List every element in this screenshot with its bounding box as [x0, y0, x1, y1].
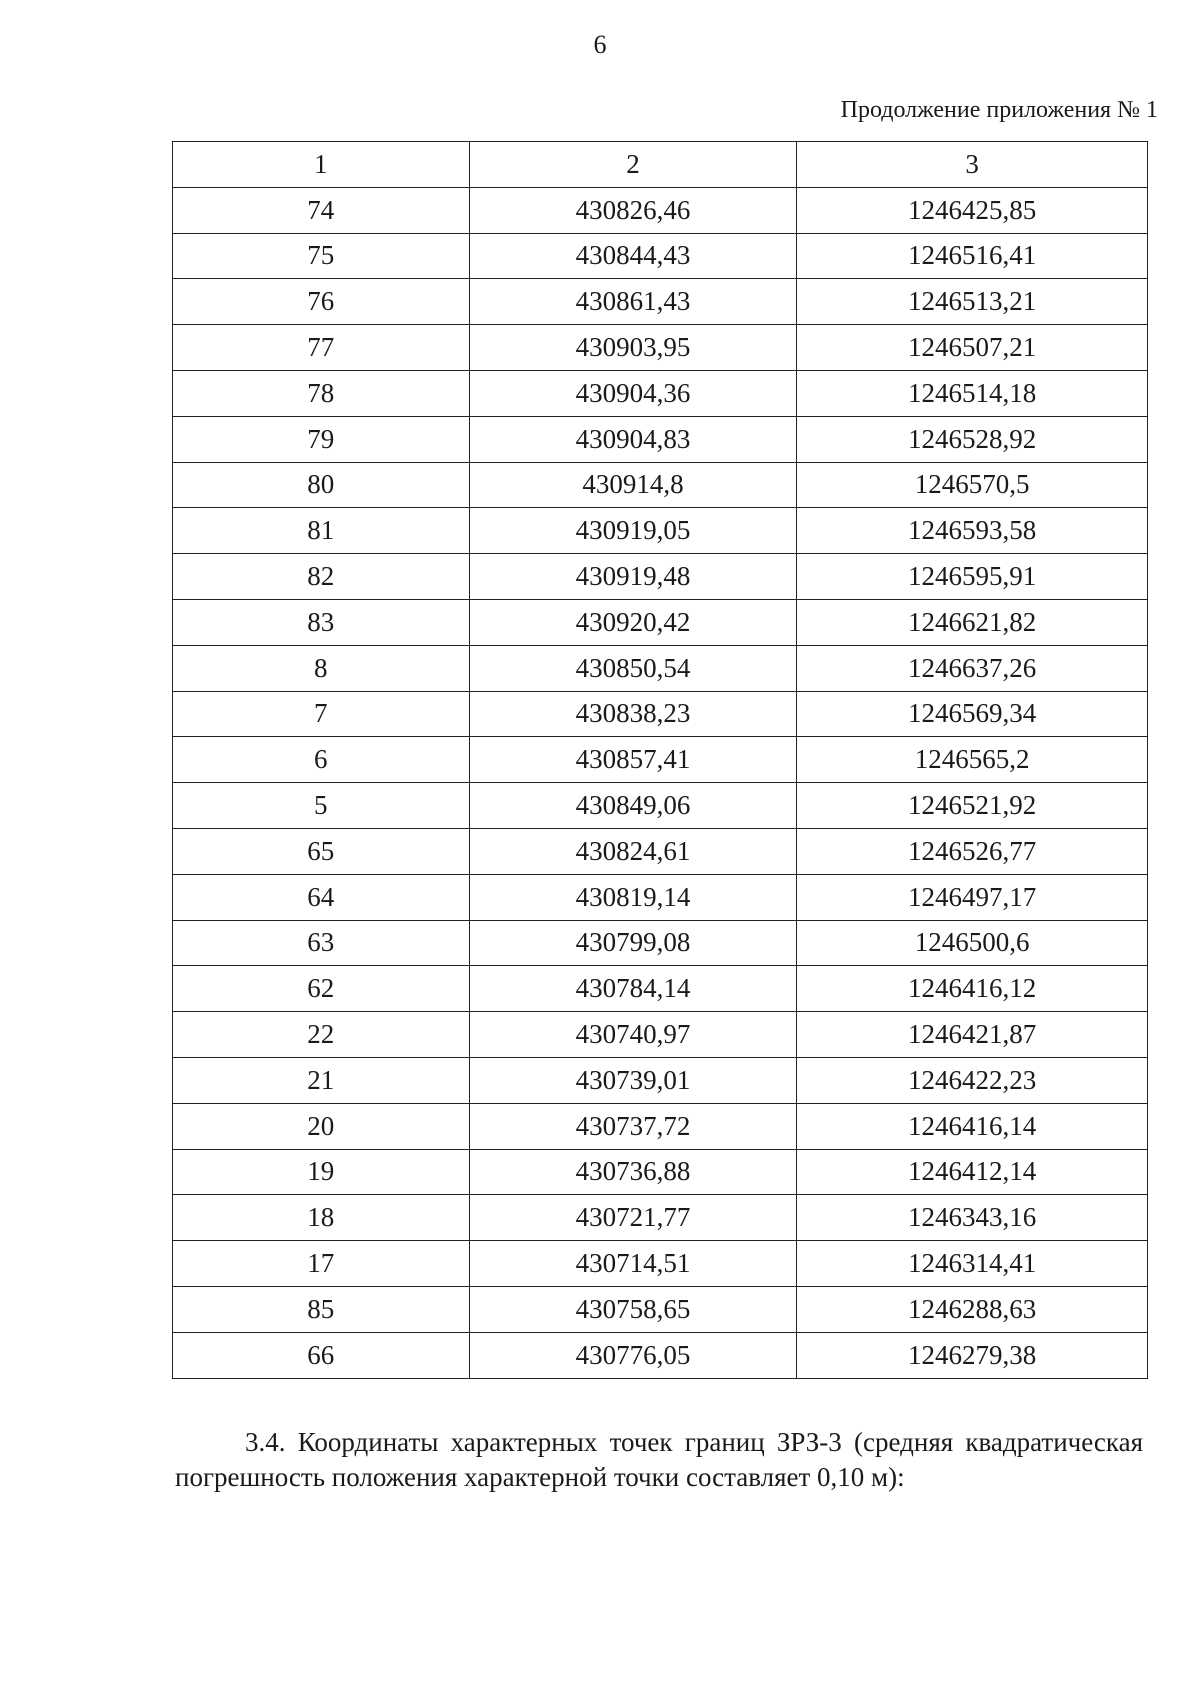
y-coordinate-cell: 1246593,58 — [797, 508, 1148, 554]
x-coordinate-cell: 430758,65 — [469, 1286, 797, 1332]
header-cell-y: 3 — [797, 142, 1148, 188]
y-coordinate-cell: 1246595,91 — [797, 554, 1148, 600]
appendix-continuation-note: Продолжение приложения № 1 — [840, 97, 1158, 123]
table-row — [173, 1057, 1148, 1103]
table-row — [173, 737, 1148, 783]
y-coordinate-cell: 1246416,12 — [797, 966, 1148, 1012]
y-coordinate-cell: 1246528,92 — [797, 416, 1148, 462]
point-number-cell: 5 — [173, 783, 470, 829]
coordinates-table — [172, 141, 1148, 1379]
table-row — [173, 1332, 1148, 1378]
point-number-cell: 85 — [173, 1286, 470, 1332]
table-row — [173, 966, 1148, 1012]
table-row — [173, 508, 1148, 554]
point-number-cell: 75 — [173, 233, 470, 279]
point-number-cell: 63 — [173, 920, 470, 966]
y-coordinate-cell: 1246570,5 — [797, 462, 1148, 508]
point-number-cell: 82 — [173, 554, 470, 600]
point-number-cell: 22 — [173, 1012, 470, 1058]
header-cell-x: 2 — [469, 142, 797, 188]
x-coordinate-cell: 430861,43 — [469, 279, 797, 325]
y-coordinate-cell: 1246514,18 — [797, 370, 1148, 416]
point-number-cell: 64 — [173, 874, 470, 920]
section-paragraph — [175, 1425, 1143, 1495]
x-coordinate-cell: 430904,83 — [469, 416, 797, 462]
point-number-cell: 18 — [173, 1195, 470, 1241]
x-coordinate-cell: 430819,14 — [469, 874, 797, 920]
y-coordinate-cell: 1246422,23 — [797, 1057, 1148, 1103]
y-coordinate-cell: 1246314,41 — [797, 1241, 1148, 1287]
point-number-cell: 6 — [173, 737, 470, 783]
x-coordinate-cell: 430919,05 — [469, 508, 797, 554]
y-coordinate-cell: 1246279,38 — [797, 1332, 1148, 1378]
x-coordinate-cell: 430919,48 — [469, 554, 797, 600]
table-row — [173, 691, 1148, 737]
y-coordinate-cell: 1246412,14 — [797, 1149, 1148, 1195]
x-coordinate-cell: 430714,51 — [469, 1241, 797, 1287]
x-coordinate-cell: 430920,42 — [469, 599, 797, 645]
x-coordinate-cell: 430826,46 — [469, 187, 797, 233]
point-number-cell: 74 — [173, 187, 470, 233]
point-number-cell: 77 — [173, 325, 470, 371]
point-number-cell: 20 — [173, 1103, 470, 1149]
x-coordinate-cell: 430849,06 — [469, 783, 797, 829]
y-coordinate-cell: 1246421,87 — [797, 1012, 1148, 1058]
table-row — [173, 1286, 1148, 1332]
point-number-cell: 19 — [173, 1149, 470, 1195]
point-number-cell: 66 — [173, 1332, 470, 1378]
point-number-cell: 62 — [173, 966, 470, 1012]
table-row — [173, 783, 1148, 829]
y-coordinate-cell: 1246500,6 — [797, 920, 1148, 966]
point-number-cell: 65 — [173, 828, 470, 874]
table-row — [173, 828, 1148, 874]
table-row — [173, 462, 1148, 508]
x-coordinate-cell: 430824,61 — [469, 828, 797, 874]
x-coordinate-cell: 430903,95 — [469, 325, 797, 371]
x-coordinate-cell: 430904,36 — [469, 370, 797, 416]
table-row — [173, 554, 1148, 600]
table-row — [173, 233, 1148, 279]
table-row — [173, 645, 1148, 691]
point-number-cell: 78 — [173, 370, 470, 416]
table-row — [173, 187, 1148, 233]
table-row — [173, 279, 1148, 325]
x-coordinate-cell: 430737,72 — [469, 1103, 797, 1149]
x-coordinate-cell: 430838,23 — [469, 691, 797, 737]
header-cell-point-number: 1 — [173, 142, 470, 188]
point-number-cell: 81 — [173, 508, 470, 554]
y-coordinate-cell: 1246513,21 — [797, 279, 1148, 325]
paragraph-text: 3.4. Координаты характерных точек границ ЗРЗ-3 (средняя квадратическая погрешность положения характерной точки составляет 0,10 м): — [175, 1427, 1143, 1492]
x-coordinate-cell: 430914,8 — [469, 462, 797, 508]
point-number-cell: 80 — [173, 462, 470, 508]
point-number-cell: 17 — [173, 1241, 470, 1287]
y-coordinate-cell: 1246416,14 — [797, 1103, 1148, 1149]
table-row — [173, 874, 1148, 920]
y-coordinate-cell: 1246621,82 — [797, 599, 1148, 645]
table-row — [173, 1012, 1148, 1058]
table-row — [173, 920, 1148, 966]
table-header-row — [173, 142, 1148, 188]
point-number-cell: 8 — [173, 645, 470, 691]
x-coordinate-cell: 430857,41 — [469, 737, 797, 783]
point-number-cell: 83 — [173, 599, 470, 645]
y-coordinate-cell: 1246565,2 — [797, 737, 1148, 783]
table-row — [173, 1103, 1148, 1149]
point-number-cell: 7 — [173, 691, 470, 737]
table-row — [173, 1241, 1148, 1287]
x-coordinate-cell: 430844,43 — [469, 233, 797, 279]
x-coordinate-cell: 430799,08 — [469, 920, 797, 966]
x-coordinate-cell: 430721,77 — [469, 1195, 797, 1241]
y-coordinate-cell: 1246516,41 — [797, 233, 1148, 279]
y-coordinate-cell: 1246497,17 — [797, 874, 1148, 920]
point-number-cell: 79 — [173, 416, 470, 462]
y-coordinate-cell: 1246343,16 — [797, 1195, 1148, 1241]
x-coordinate-cell: 430739,01 — [469, 1057, 797, 1103]
point-number-cell: 21 — [173, 1057, 470, 1103]
y-coordinate-cell: 1246526,77 — [797, 828, 1148, 874]
x-coordinate-cell: 430784,14 — [469, 966, 797, 1012]
table-row — [173, 1149, 1148, 1195]
point-number-cell: 76 — [173, 279, 470, 325]
x-coordinate-cell: 430850,54 — [469, 645, 797, 691]
y-coordinate-cell: 1246507,21 — [797, 325, 1148, 371]
y-coordinate-cell: 1246569,34 — [797, 691, 1148, 737]
table-row — [173, 416, 1148, 462]
x-coordinate-cell: 430776,05 — [469, 1332, 797, 1378]
table-row — [173, 325, 1148, 371]
table-row — [173, 599, 1148, 645]
table-body — [173, 187, 1148, 1378]
page-number: 6 — [593, 30, 607, 59]
table-row — [173, 1195, 1148, 1241]
x-coordinate-cell: 430736,88 — [469, 1149, 797, 1195]
y-coordinate-cell: 1246637,26 — [797, 645, 1148, 691]
y-coordinate-cell: 1246288,63 — [797, 1286, 1148, 1332]
table-row — [173, 370, 1148, 416]
x-coordinate-cell: 430740,97 — [469, 1012, 797, 1058]
y-coordinate-cell: 1246521,92 — [797, 783, 1148, 829]
y-coordinate-cell: 1246425,85 — [797, 187, 1148, 233]
